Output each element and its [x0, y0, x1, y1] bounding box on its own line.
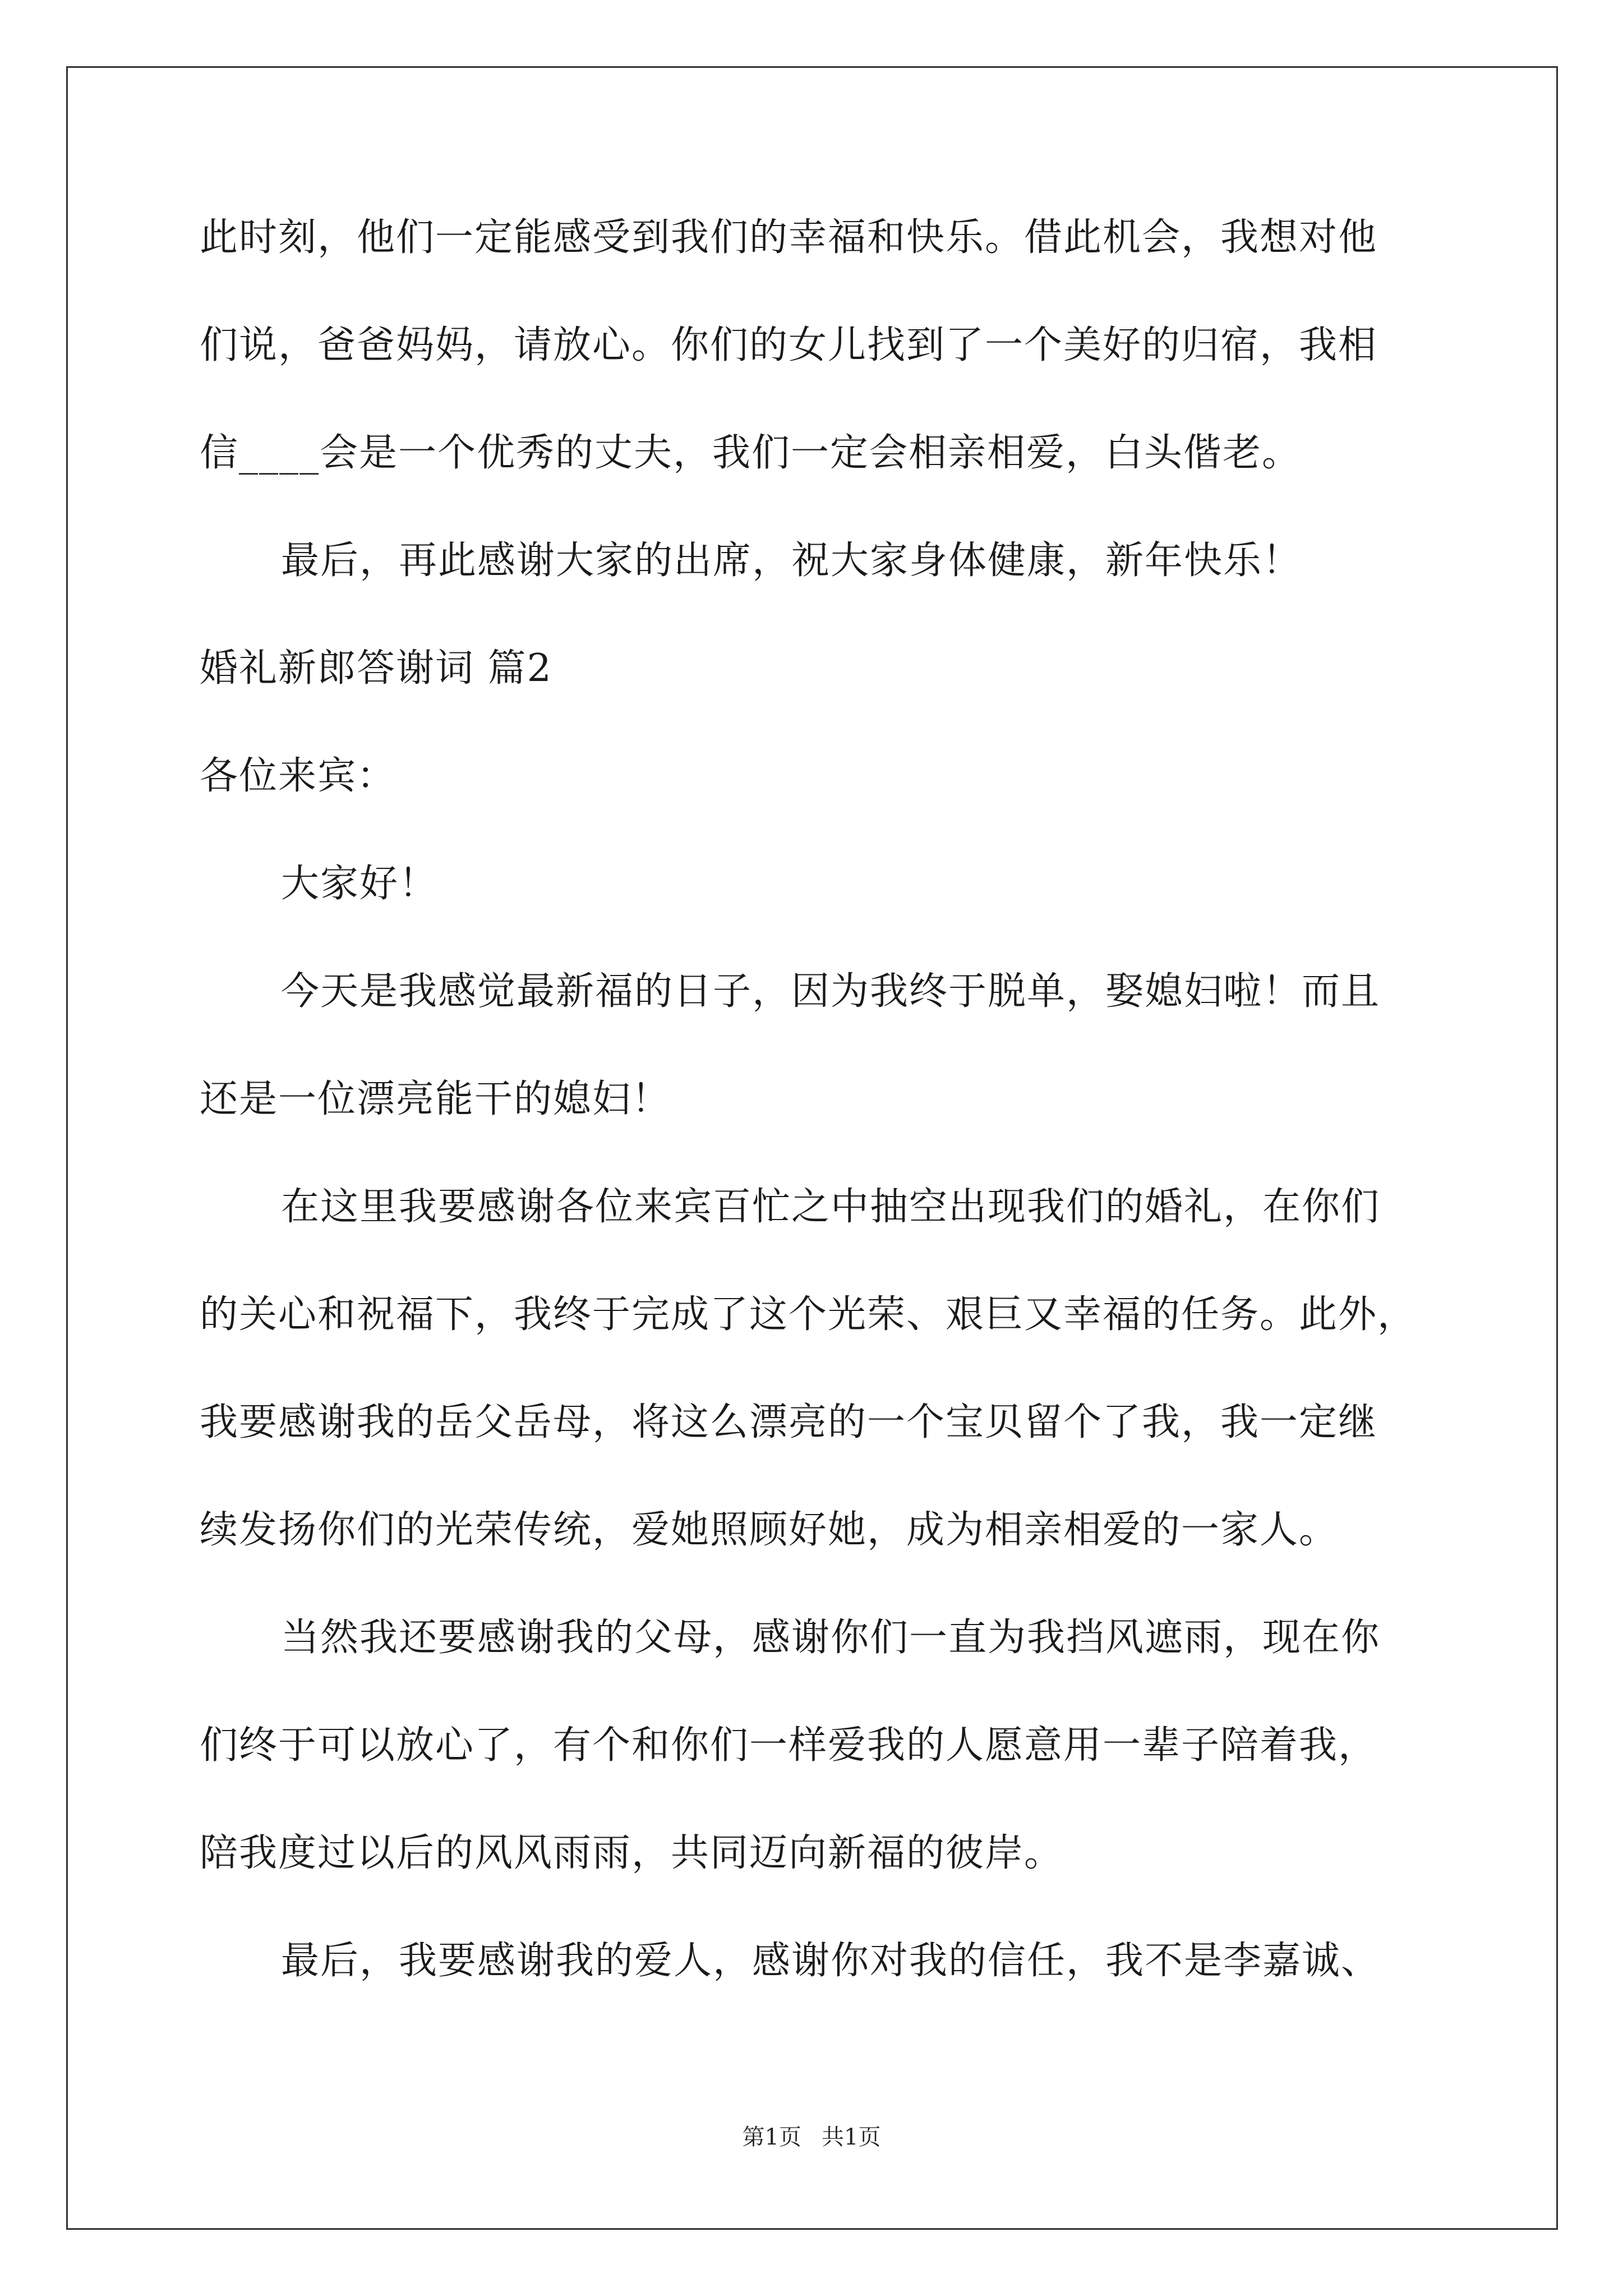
text-line: 们终于可以放心了，有个和你们一样爱我的人愿意用一辈子陪着我，: [200, 1723, 1378, 1768]
text-line: 还是一位漂亮能干的媳妇！: [200, 1077, 671, 1121]
text-line: 当然我还要感谢我的父母，感谢你们一直为我挡风遮雨，现在你: [281, 1616, 1381, 1660]
document-body: [200, 210, 1461, 2041]
greeting: 大家好！: [281, 862, 439, 906]
page-footer: [0, 2122, 1623, 2153]
text-line: 最后，我要感谢我的爱人，感谢你对我的信任，我不是李嘉诚、: [281, 1939, 1381, 1983]
section-heading: 婚礼新郎答谢词 篇2: [200, 646, 552, 691]
text-line: 在这里我要感谢各位来宾百忙之中抽空出现我们的婚礼，在你们: [281, 1185, 1381, 1229]
salutation: 各位来宾：: [200, 754, 396, 798]
text-line: 陪我度过以后的风风雨雨，共同迈向新福的彼岸。: [200, 1831, 1064, 1875]
text-line: 最后，再此感谢大家的出席，祝大家身体健康，新年快乐！: [281, 539, 1302, 583]
text-line: 此时刻，他们一定能感受到我们的幸福和快乐。借此机会，我想对他: [200, 215, 1378, 260]
page-number: 第1页: [742, 2124, 801, 2150]
text-line: 们说，爸爸妈妈，请放心。你们的女儿找到了一个美好的归宿，我相: [200, 323, 1378, 367]
page-total: 共1页: [822, 2124, 881, 2150]
text-line: 的关心和祝福下，我终于完成了这个光荣、艰巨又幸福的任务。此外，: [200, 1292, 1417, 1337]
text-line: 今天是我感觉最新福的日子，因为我终于脱单，娶媳妇啦！而且: [281, 969, 1381, 1014]
text-line: 我要感谢我的岳父岳母，将这么漂亮的一个宝贝留个了我，我一定继: [200, 1400, 1378, 1444]
text-line: 续发扬你们的光荣传统，爱她照顾好她，成为相亲相爱的一家人。: [200, 1508, 1339, 1552]
text-line: 信____会是一个优秀的丈夫，我们一定会相亲相爱，白头偕老。: [200, 431, 1302, 475]
